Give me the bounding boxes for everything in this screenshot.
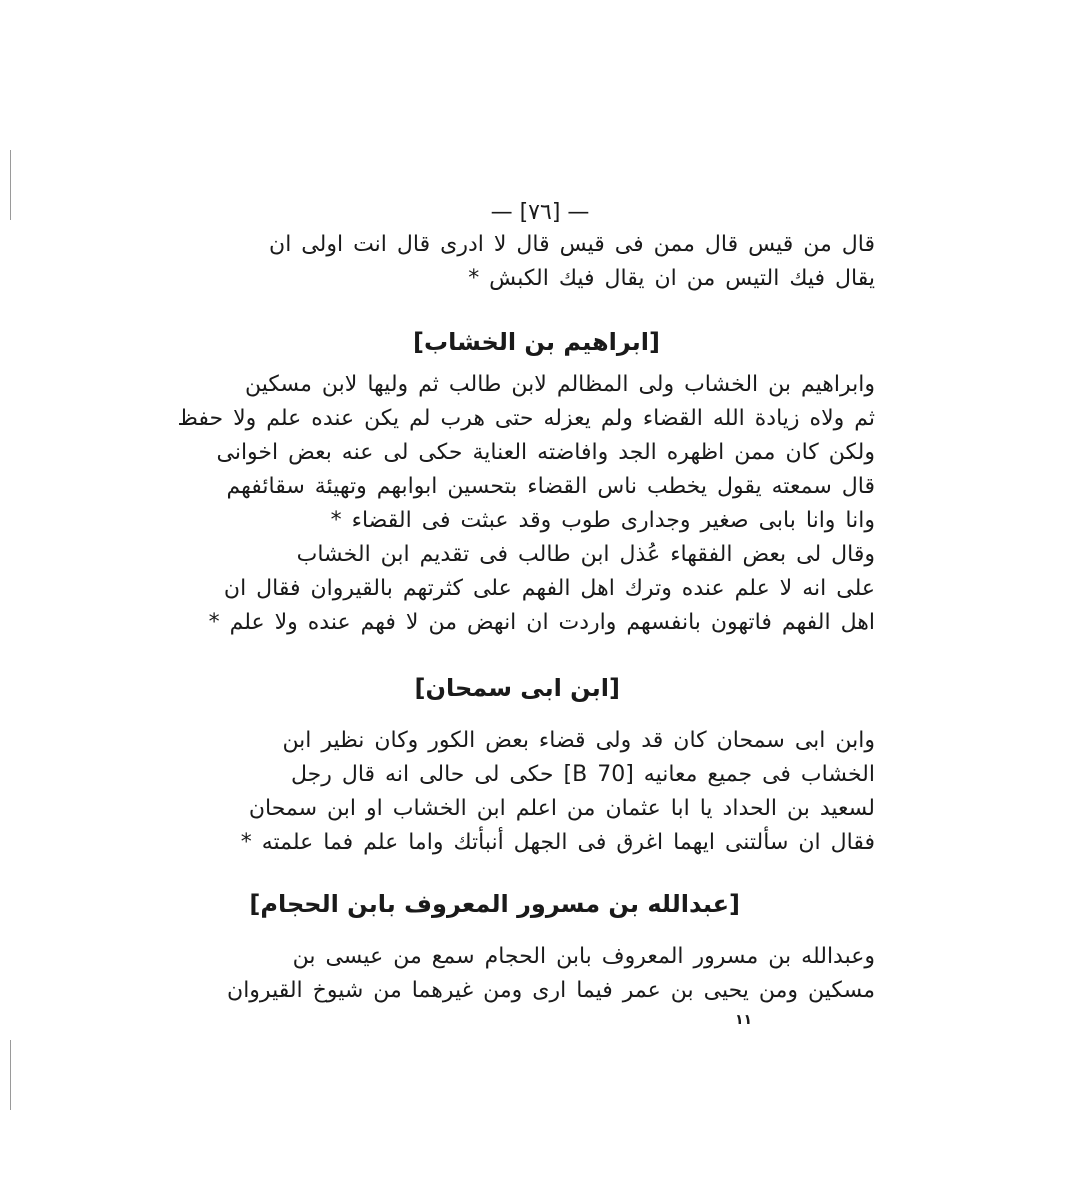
text-line: الخشاب فى جميع معانيه [70 B] حكى لى حالى انه قال رجل [290,762,875,787]
signature-mark: ١١ [735,1012,753,1028]
page-number: — [٧٦] — [490,200,590,225]
text-line: مسكين ومن يحيى بن عمر فيما ارى ومن غيرهما من شيوخ القيروان [227,978,875,1003]
text-line: ولكن كان ممن اظهره الجد وافاضته العناية حكى لى عنه بعض اخوانى [216,440,875,465]
text-line: ثم ولاه زيادة الله القضاء ولم يعزله حتى هرب لم يكن عنده علم ولا حفظ [177,406,875,431]
text-line: اهل الفهم فاتهون بانفسهم واردت ان انهض من لا فهم عنده ولا علم * [208,610,875,635]
text-line: يقال فيك التيس من ان يقال فيك الكبش * [468,266,875,291]
paragraph-ibn-abi-samhan [155,724,875,860]
text-line: وانا وانا بابى صغير وجدارى طوب وقد عبثت فى القضاء * [330,508,875,533]
text-line: وعبدالله بن مسرور المعروف بابن الحجام سمع من عيسى بن [292,944,875,969]
text-line: وابراهيم بن الخشاب ولى المظالم لابن طالب ثم وليها لابن مسكين [244,372,875,397]
scan-edge-mark-bottom [10,1040,11,1110]
text-line: قال سمعته يقول يخطب ناس القضاء بتحسين ابوابهم وتهيئة سقائفهم [226,474,875,499]
section-heading-ibrahim-ibn-al-khashshab: [ابراهيم بن الخشاب] [413,328,660,356]
text-line: لسعيد بن الحداد يا ابا عثمان من اعلم ابن الخشاب او ابن سمحان [248,796,875,821]
section-heading-ibn-abi-samhan: [ابن ابى سمحان] [414,674,620,702]
text-line: وقال لى بعض الفقهاء عُذل ابن طالب فى تقديم ابن الخشاب [296,542,875,567]
paragraph-abdallah-ibn-masrur [155,940,875,1008]
scan-edge-mark-top [10,150,11,220]
text-line: على انه لا علم عنده وترك اهل الفهم على كثرتهم بالقيروان فقال ان [223,576,875,601]
text-line: وابن ابى سمحان كان قد ولى قضاء بعض الكور وكان نظير ابن [282,728,875,753]
text-line: فقال ان سألتنى ايهما اغرق فى الجهل أنبأتك واما علم فما علمته * [240,830,875,855]
paragraph-ibrahim-ibn-al-khashshab [155,368,875,640]
paragraph-opening [155,228,875,296]
section-heading-abdallah-ibn-masrur: [عبدالله بن مسرور المعروف بابن الحجام] [249,890,740,918]
text-line: قال من قيس قال ممن فى قيس قال لا ادرى قال انت اولى ان [269,232,875,257]
